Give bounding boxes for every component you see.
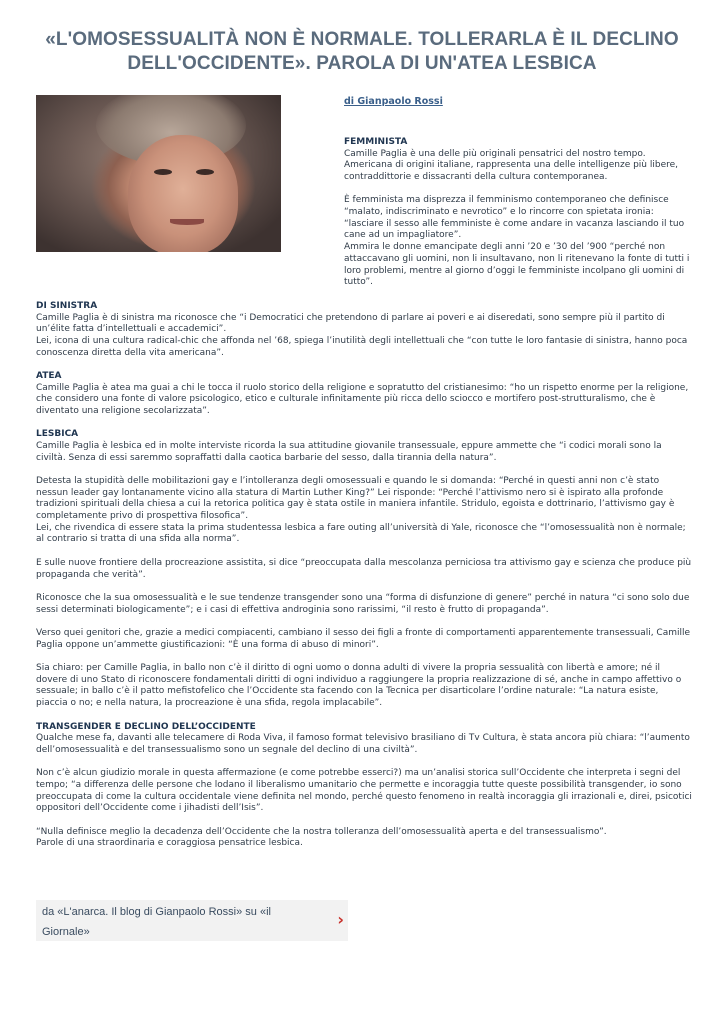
section-title-femminista: FEMMINISTA (344, 137, 408, 147)
paragraph: Lei, icona di una cultura radical-chic che affonda nel ’68, spiega l’inutilità degli intellettuali che “con tutte le loro fantasie di sinistra, hanno poca conoscenza diretta della vita americana”. (36, 335, 688, 358)
paragraph: Qualche mese fa, davanti alle telecamere di Roda Viva, il famoso format televisivo brasiliano di Tv Cultura, è stata ancora più chiara: “l’aumento dell’omosessualità e del transessualismo sono un segnale del declino di una civiltà”. (36, 733, 690, 755)
author-link[interactable]: di Gianpaolo Rossi (344, 96, 443, 107)
section-title-lesbica: LESBICA (36, 429, 79, 440)
paragraph: Lei, che rivendica di essere stata la prima studentessa lesbica a fare outing all’università di Yale, riconosce che “l’omosessualità non è normale; al contrario si tratta di una sfida alla norma”. (36, 522, 686, 545)
paragraph: Ammira le donne emancipate degli anni ’20 e ’30 del ’900 “perché non attaccavano gli uomini, non li insultavano, non li ritenevano la fonte di tutti i loro problemi, mentre al giorno d’oggi le femministe incolpano gli uomini di tutto”. (344, 242, 690, 288)
author-portrait-photo (36, 95, 281, 252)
intro-section (344, 137, 692, 289)
paragraph: “Nulla definisce meglio la decadenza dell’Occidente che la nostra tolleranza dell’omosessualità aperta e del transessualismo”. (36, 826, 607, 837)
paragraph: Non c’è alcun giudizio morale in questa affermazione (e come potrebbe esserci?) ma un’analisi storica sull’Occidente che interpreta i segni del tempo; “a differenza delle persone che lodano il liberalismo umanitario che permette e incoraggia tutte queste possibilità transgender, io sono preoccupata di come la cultura occidentale viene definita nel mondo, perché questo fenomeno in realtà incoraggia gli irrazionali e, direi, psicotici oppositori dell’Occidente come i jihadisti dell’Isis”. (36, 768, 692, 814)
paragraph: È femminista ma disprezza il femminismo contemporaneo che definisce “malato, indiscriminato e nevrotico” e lo rincorre con spietata ironia: “lasciare il sesso alle femministe è come andare in vacanza lasciando il tuo cane ad un impagliatore”. (344, 195, 685, 241)
paragraph: Parole di una straordinaria e coraggiosa pensatrice lesbica. (36, 838, 303, 849)
blog-source-link[interactable] (36, 900, 348, 941)
paragraph: Camille Paglia è atea ma guai a chi le tocca il ruolo storico della religione e sopratutto del cristianesimo: “ho un rispetto enorme per la religione, che considero una fonte di valore psicologico, etico e culturale infinitamente più ricca dello sciocco e mortifero post-strutturalismo, che è diventato una religione secolarizzata”. (36, 382, 689, 416)
section-title-di-sinistra: DI SINISTRA (36, 301, 98, 311)
paragraph: E sulle nuove frontiere della procreazione assistita, si dice “preoccupata dalla mescolanza perniciosa tra attivismo gay e scienza che produce più propaganda che verità”. (36, 557, 692, 580)
paragraph: Riconosce che la sua omosessualità e le sue tendenze transgender sono una “forma di disfunzione di genere” perché in natura “ci sono solo due sessi determinati biologicamente”; e i casi di effettiva androginia sono rarissimi, “il resto è frutto di propaganda”. (36, 592, 690, 615)
chevron-right-icon: › (337, 910, 344, 929)
paragraph: Camille Paglia è lesbica ed in molte interviste ricorda la sua attitudine giovanile transessuale, eppure ammette che “i codici morali sono la civiltà. Senza di essi saremmo sopraffatti dalla caotica barbarie del sesso, dalla tirannia della natura”. (36, 440, 662, 463)
paragraph: Verso quei genitori che, grazie a medici compiacenti, cambiano il sesso dei figli a fronte di comportamenti apparentemente transessuali, Camille Paglia oppone un’ammette giustificazioni: “È una forma di abuso di minori”. (36, 627, 691, 650)
article-body (36, 301, 692, 850)
section-title-atea: ATEA (36, 371, 62, 381)
paragraph: Detesta la stupidità delle mobilitazioni gay e l’intolleranza degli omosessuali e quando le si domanda: “Perché in questi anni non c’è stato nessun leader gay lontanamente vicino alla statura di Martin Luther King?” Lei risponde: “Perché l’attivismo nero si è ispirato alla profonde tradizioni spirituali della chiesa a cui la retorica politica gay è stata ostile in maniera infantile. Stridulo, egoista e dottrinario, l’attivismo gay è completamente privo di prospettiva filosofica”. (36, 475, 675, 521)
paragraph: Sia chiaro: per Camille Paglia, in ballo non c’è il diritto di ogni uomo o donna adulti di vivere la propria sessualità con libertà e amore; né il dovere di uno Stato di riconoscere fondamentali diritti di ogni individuo a raggiungere la propria realizzazione di sé, anche in campo affettivo o sessuale; in ballo c’è il patto mefistofelico che l’Occidente sta facendo con la Tecnica per disarticolare l’ordine naturale: “La natura esiste, piaccia o no; e nella natura, la procreazione è una sfida, regola implacabile”. (36, 663, 682, 709)
section-title-transgender: TRANSGENDER E DECLINO DELL’OCCIDENTE (36, 721, 256, 732)
paragraph: Camille Paglia è una delle più originali pensatrici del nostro tempo. Americana di origini italiane, rappresenta una delle intelligenze più libere, contraddittorie e dissacranti della cultura contemporanea. (344, 148, 679, 182)
paragraph: Camille Paglia è di sinistra ma riconosce che “i Democratici che pretendono di parlare ai poveri e ai diseredati, sono sempre più il partito di un’élite fatta d’intellettuali e accademici”. (36, 312, 665, 335)
blog-source-label: da «L'anarca. Il blog di Gianpaolo Rossi» su «il Giornale» (42, 906, 271, 938)
page-title: «L'OMOSESSUALITÀ NON È NORMALE. TOLLERARLA È IL DECLINO DELL'OCCIDENTE». PAROLA DI UN'ATEA LESBICA (45, 29, 679, 74)
